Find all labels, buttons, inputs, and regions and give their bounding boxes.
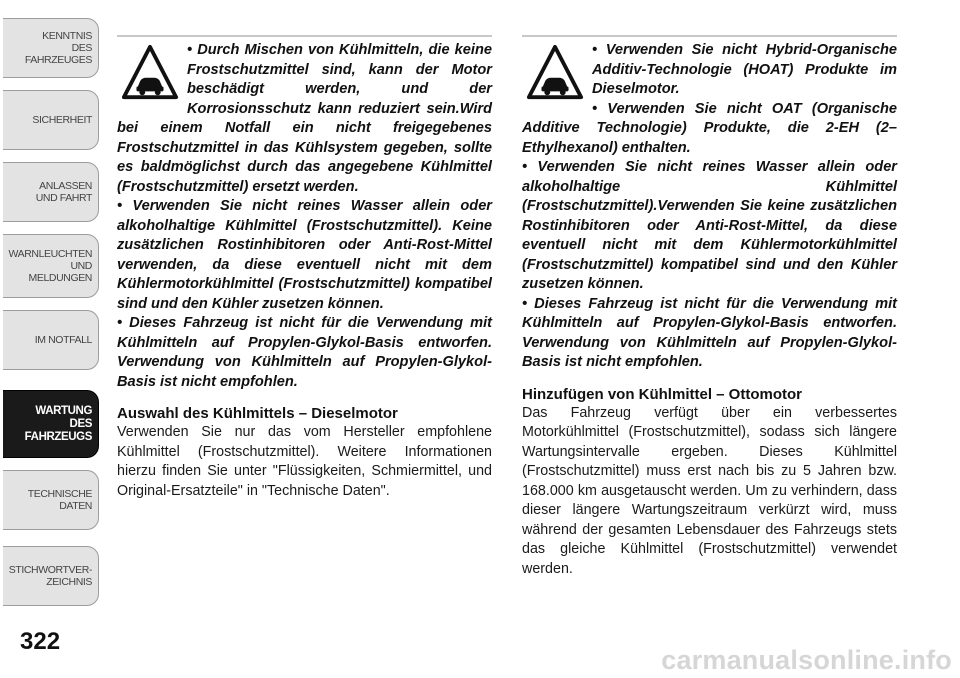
tab-anlassen-und-fahrt[interactable]: ANLASSEN UND FAHRT bbox=[3, 162, 99, 222]
watermark: carmanualsonline.info bbox=[661, 645, 952, 675]
warning-block bbox=[117, 41, 492, 392]
page-number: 322 bbox=[20, 628, 61, 655]
warning-rule bbox=[117, 35, 492, 37]
tab-wartung-des-fahrzeugs[interactable]: WARTUNG DES FAHRZEUGS bbox=[3, 390, 99, 458]
tab-warnleuchten-und-meldungen[interactable]: WARNLEUCHTEN UND MELDUNGEN bbox=[3, 234, 99, 298]
warning-rule bbox=[522, 35, 897, 37]
warning-paragraph: • Dieses Fahrzeug ist nicht für die Verwendung mit Kühlmitteln auf Propylen-Glykol-Basis entworfen. Verwendung von Kühlmitteln auf Propylen-Glykol-Basis ist nicht empfohlen. bbox=[117, 315, 492, 390]
warning-triangle-car-icon bbox=[121, 43, 179, 101]
tab-stichwortverzeichnis[interactable]: STICHWORTVER- ZEICHNIS bbox=[3, 546, 99, 606]
warning-paragraph: • Verwenden Sie nicht reines Wasser allein oder alkoholhaltige Kühlmittel (Frostschutzmittel). Keine zusätzlichen Rostinhibitoren oder Anti-Rost-Mittel verwenden, da diese eventuell nicht mit dem Kühlermotorkühlmittel (Frostschutzmittel) kompatibel sind und den Kühler zusetzen können. bbox=[117, 198, 492, 312]
chapter-tabs bbox=[0, 0, 104, 600]
tab-kenntnis-des-fahrzeuges[interactable]: KENNTNIS DES FAHRZEUGES bbox=[3, 18, 99, 78]
tab-technische-daten[interactable]: TECHNISCHE DATEN bbox=[3, 470, 99, 530]
left-column bbox=[117, 35, 492, 501]
tab-sicherheit[interactable]: SICHERHEIT bbox=[3, 90, 99, 150]
warning-paragraph: • Verwenden Sie nicht Hybrid-Organische Additiv-Technologie (HOAT) Produkte im Dieselmotor. bbox=[592, 42, 897, 97]
section-body: Das Fahrzeug verfügt über ein verbessertes Motorkühlmittel (Frostschutzmittel), sodass sich längere Wartungsintervalle ergeben. Dieses Kühlmittel (Frostschutzmittel) muss erst nach bis zu 5 Jahren bzw. 168.000 km ausgetauscht werden. Um zu verhindern, dass dieser längere Wartungszeitraum verkürzt wird, muss während der gesamten Lebensdauer des Fahrzeugs stets das gleiche Kühlmittel (Frostschutzmittel) verwendet werden. bbox=[522, 404, 897, 577]
warning-paragraph: • Verwenden Sie nicht OAT (Organische Additive Technologie) Produkte, die 2-EH (2–Ethylhexanol) enthalten. bbox=[522, 100, 897, 156]
section-heading: Hinzufügen von Kühlmittel – Ottomotor bbox=[522, 385, 802, 403]
warning-triangle-car-icon bbox=[526, 43, 584, 101]
section-heading: Auswahl des Kühlmittels – Dieselmotor bbox=[117, 405, 398, 422]
warning-block bbox=[522, 41, 897, 373]
warning-paragraph: • Verwenden Sie nicht reines Wasser allein oder alkoholhaltige Kühlmittel (Frostschutzmittel).Verwenden Sie keine zusätzlichen Rostinhibitoren oder Anti-Rost-Mittel, da diese eventuell nicht mit dem Kühlermotorkühlmittel (Frostschutzmittel) kompatibel sind und den Kühler zusetzen können. bbox=[522, 159, 897, 292]
section-body: Verwenden Sie nur das vom Hersteller empfohlene Kühlmittel (Frostschutzmittel). Weitere Informationen hierzu finden Sie unter "Flüssigkeiten, Schmiermittel, und Original-Ersatzteile" in "Technische Daten". bbox=[117, 424, 492, 499]
right-column bbox=[522, 35, 897, 579]
warning-paragraph: • Dieses Fahrzeug ist nicht für die Verwendung mit Kühlmitteln auf Propylen-Glykol-Basis entworfen. Verwendung von Kühlmitteln auf Propylen-Glykol-Basis ist nicht empfohlen. bbox=[522, 295, 897, 370]
tab-im-notfall[interactable]: IM NOTFALL bbox=[3, 310, 99, 370]
warning-paragraph: • Durch Mischen von Kühlmitteln, die keine Frostschutzmittel sind, kann der Motor beschädigt werden, und der Korrosionsschutz kann reduziert sein.Wird bei einem Notfall ein nicht freigegebenes Frostschutzmittel in das Kühlsystem gegeben, sollte es baldmöglichst durch das angegebene Kühlmittel (Frostschutzmittel) ersetzt werden. bbox=[117, 42, 492, 195]
